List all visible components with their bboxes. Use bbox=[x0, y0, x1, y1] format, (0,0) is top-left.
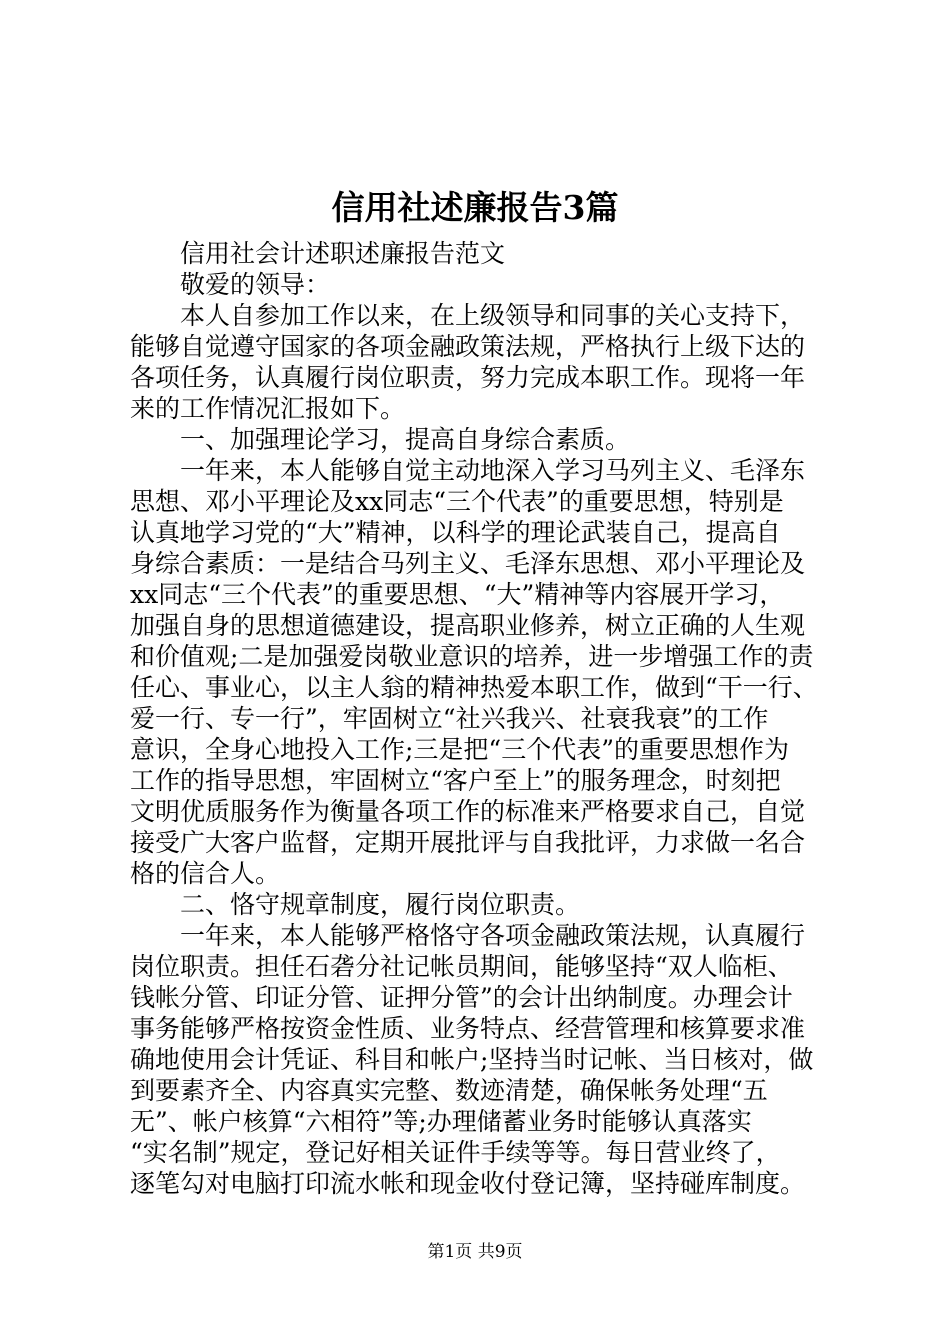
document-title: 信用社述廉报告3篇 bbox=[331, 188, 619, 227]
salutation-paragraph: 敬爱的领导： bbox=[180, 270, 331, 299]
subtitle-paragraph: 信用社会计述职述廉报告范文 bbox=[180, 239, 506, 268]
section-2-paragraph: 一年来，本人能够严格恪守各项金融政策法规，认真履行 岗位职责。担任石砻分社记帐员期间，能够坚持“双人临柜、 钱帐分管、印证分管、证押分管”的会计出纳制度。办理会计 事务能够严格按资金性质、业务特点、经营管理和核算要求准 确地使用会计凭证、科目和帐户;坚持当时记帐、当日核对，做 到要素齐全、内容真实完整、数迹清楚，确保帐务处理“五 无”、帐户核算“六相符”等;办理储蓄业务时能够认真落实 “实名制”规定，登记好相关证件手续等等。每日营业终了， 逐笔勾对电脑打印流水帐和现金收付登记簿，坚持碰库制度。 bbox=[130, 921, 814, 1198]
document-body bbox=[130, 238, 826, 1199]
section-heading-2: 二、恪守规章制度，履行岗位职责。 bbox=[180, 890, 581, 919]
intro-paragraph: 本人自参加工作以来，在上级领导和同事的关心支持下， 能够自觉遵守国家的各项金融政策法规，严格执行上级下达的 各项任务，认真履行岗位职责，努力完成本职工作。现将一年 来的工作情况汇报如下。 bbox=[130, 301, 806, 423]
page-number: 第1页 共9页 bbox=[427, 1242, 523, 1262]
section-heading-1: 一、加强理论学习，提高自身综合素质。 bbox=[180, 425, 631, 454]
section-1-paragraph: 一年来，本人能够自觉主动地深入学习马列主义、毛泽东 思想、邓小平理论及xx同志“三个代表”的重要思想，特别是 认真地学习党的“大”精神，以科学的理论武装自己，提高自 身综合素质：一是结合马列主义、毛泽东思想、邓小平理论及 xx同志“三个代表”的重要思想、“大”精神等内容展开学习， 加强自身的思想道德建设，提高职业修养，树立正确的人生观 和价值观;二是加强爱岗敬业意识的培养，进一步增强工作的责 任心、事业心，以主人翁的精神热爱本职工作，做到“干一行、 爱一行、专一行”，牢固树立“社兴我兴、社衰我衰”的工作 意识，全身心地投入工作;三是把“三个代表”的重要思想作为 工作的指导思想，牢固树立“客户至上”的服务理念，时刻把 文明优质服务作为衡量各项工作的标准来严格要求自己，自觉 接受广大客户监督，定期开展批评与自我批评，力求做一名合 格的信合人。 bbox=[130, 456, 818, 888]
